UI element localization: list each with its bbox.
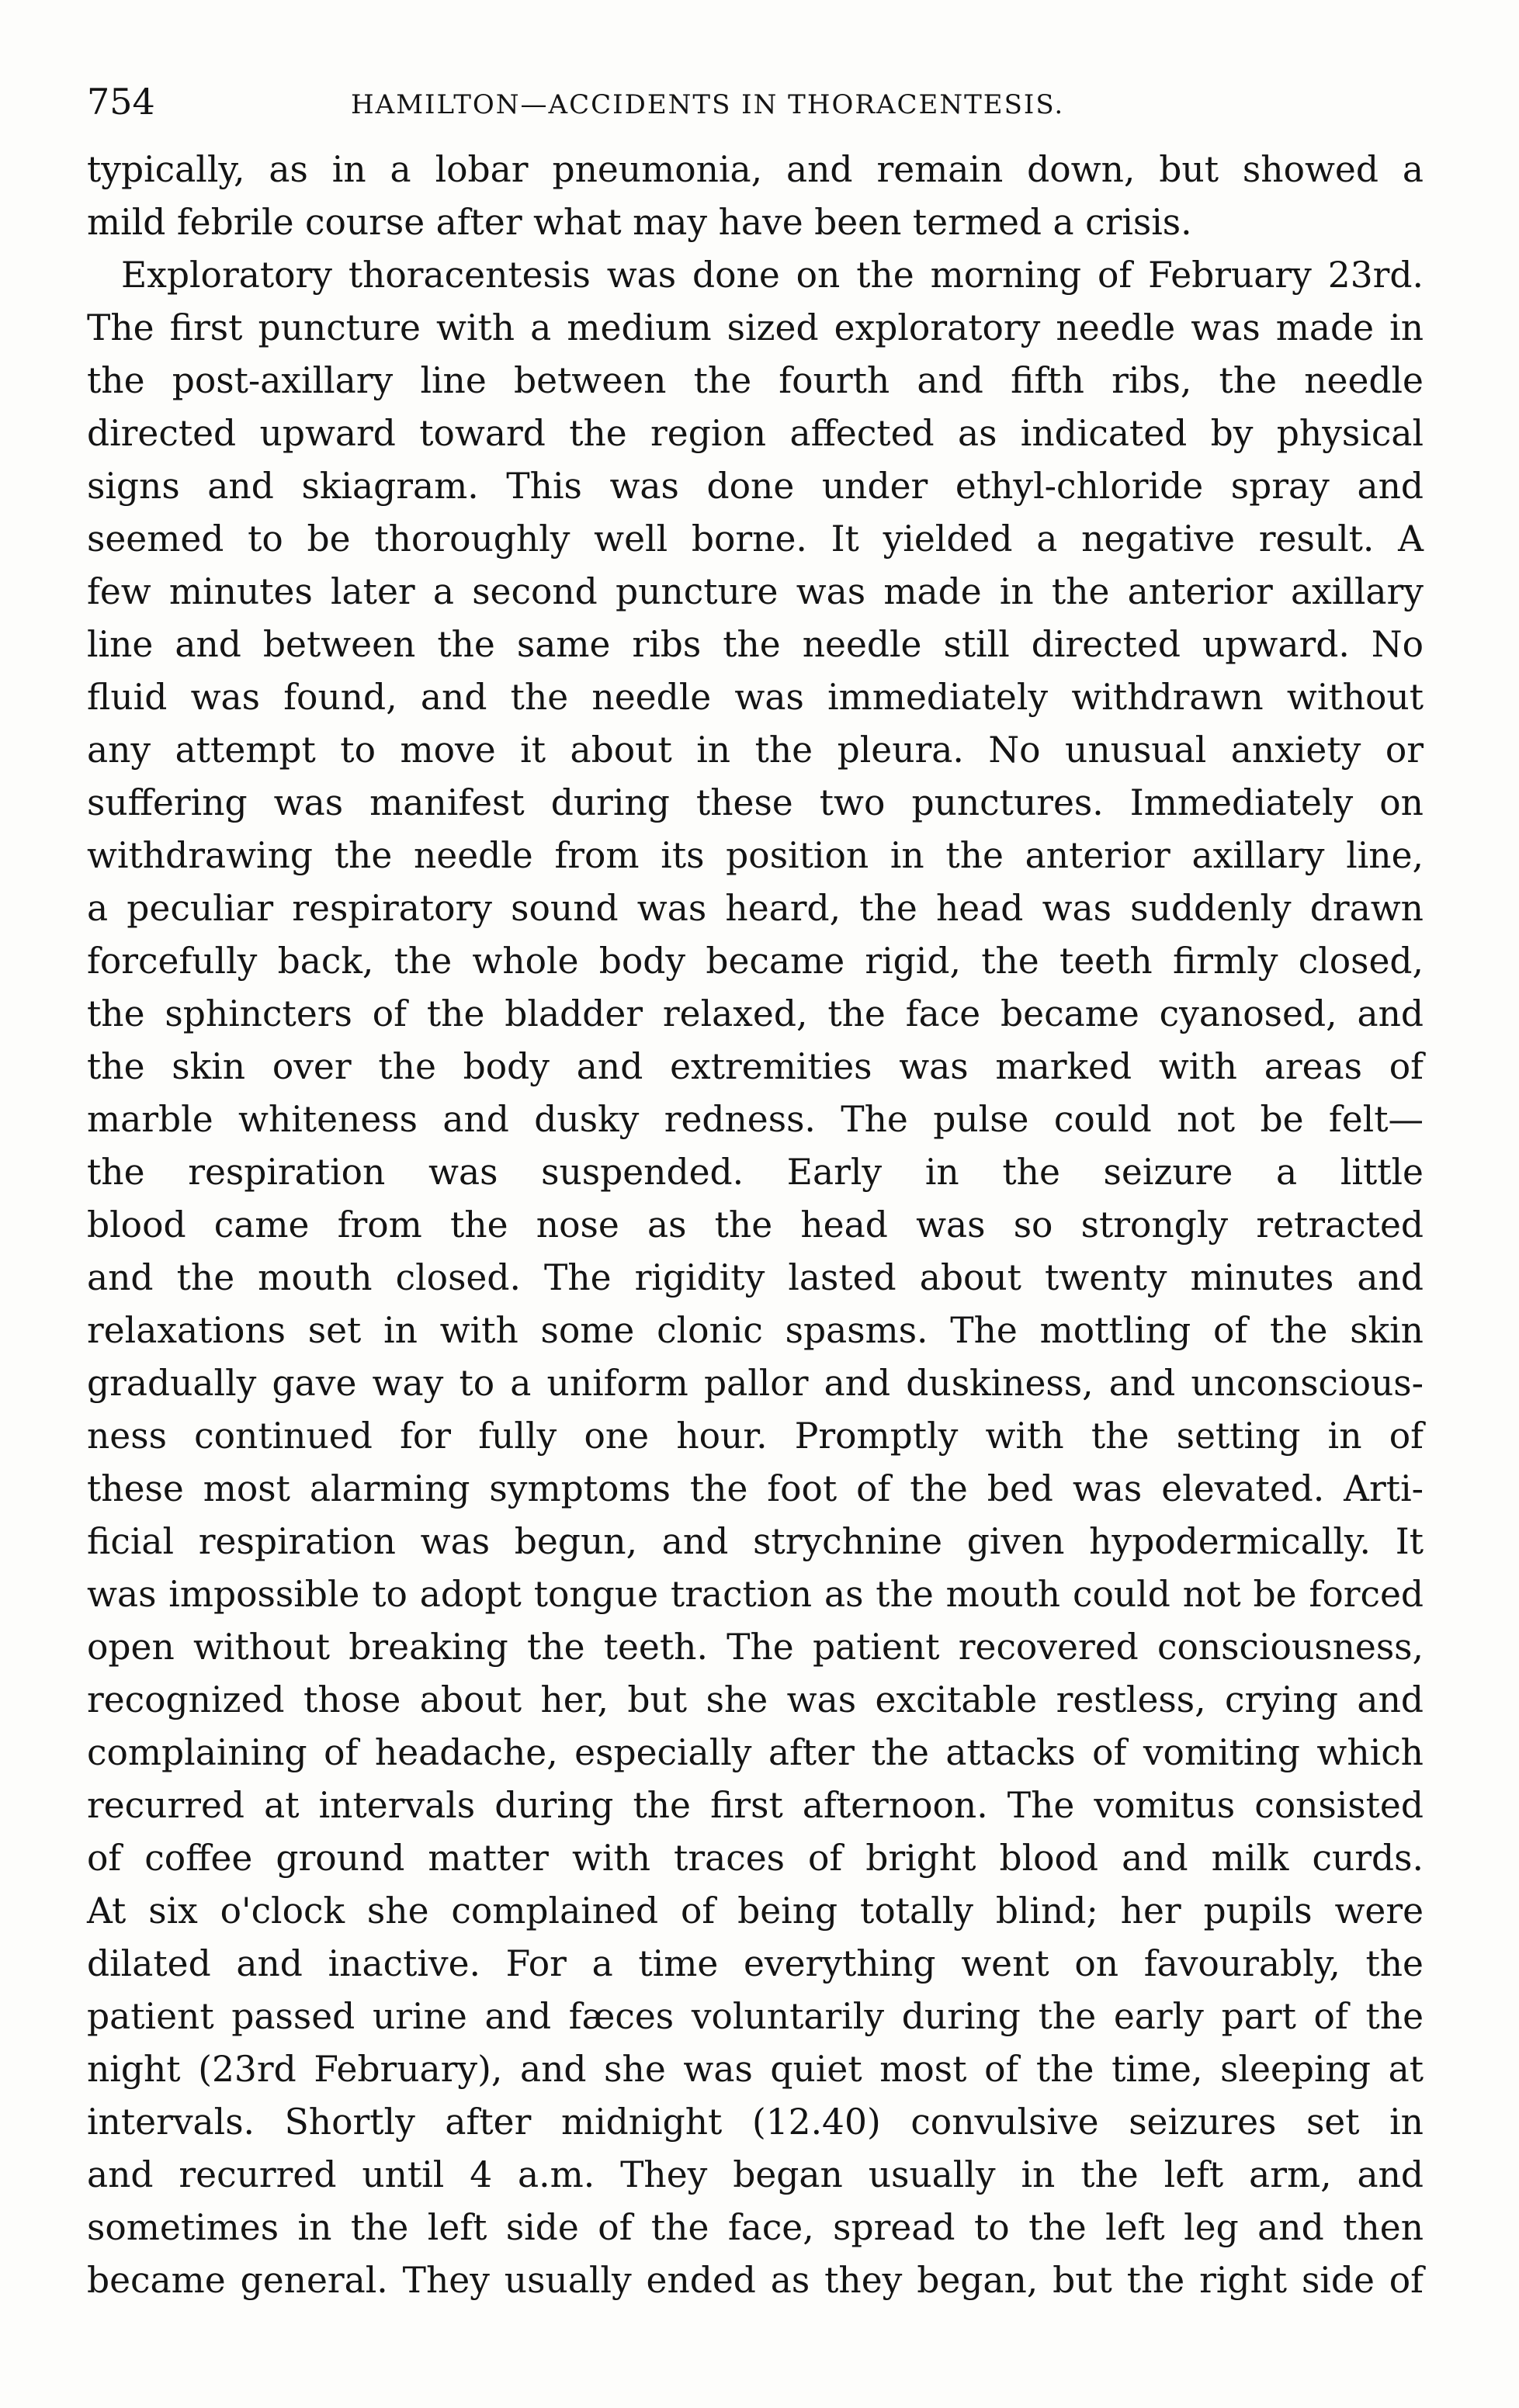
text-line: fluid was found, and the needle was immediately withdrawn without bbox=[87, 677, 1424, 718]
text-line: ficial respiration was begun, and strychnine given hypodermically. It bbox=[87, 1521, 1424, 1562]
text-line: the sphincters of the bladder relaxed, the face became cyanosed, and bbox=[87, 993, 1424, 1034]
text-line: complaining of headache, especially after the attacks of vomiting which bbox=[87, 1732, 1424, 1773]
text-line: typically, as in a lobar pneumonia, and remain down, but showed a bbox=[87, 149, 1424, 190]
text-line: recognized those about her, but she was excitable restless, crying and bbox=[87, 1679, 1424, 1720]
text-line: these most alarming symptoms the foot of the bed was elevated. Arti- bbox=[87, 1468, 1424, 1509]
text-line: marble whiteness and dusky redness. The pulse could not be felt— bbox=[87, 1099, 1424, 1140]
text-line: became general. They usually ended as they began, but the right side of bbox=[87, 2260, 1424, 2301]
article-body bbox=[87, 144, 1424, 2307]
text-line: ness continued for fully one hour. Promptly with the setting in of bbox=[87, 1415, 1424, 1457]
page-number: 754 bbox=[87, 81, 155, 123]
text-line: a peculiar respiratory sound was heard, the head was suddenly drawn bbox=[87, 888, 1424, 929]
text-line: withdrawing the needle from its position in the anterior axillary line, bbox=[87, 835, 1424, 876]
text-line: and the mouth closed. The rigidity lasted about twenty minutes and bbox=[87, 1257, 1424, 1298]
text-line: open without breaking the teeth. The patient recovered consciousness, bbox=[87, 1627, 1424, 1668]
text-line: relaxations set in with some clonic spasms. The mottling of the skin bbox=[87, 1310, 1424, 1351]
text-line: recurred at intervals during the first afternoon. The vomitus consisted bbox=[87, 1785, 1424, 1826]
text-line: Exploratory thoracentesis was done on the morning of February 23rd. bbox=[121, 255, 1424, 296]
running-header bbox=[87, 74, 1422, 129]
text-line: The first puncture with a medium sized exploratory needle was made in bbox=[87, 307, 1424, 348]
text-line: directed upward toward the region affected as indicated by physical bbox=[87, 413, 1424, 454]
text-line: any attempt to move it about in the pleura. No unusual anxiety or bbox=[87, 729, 1424, 771]
text-line: night (23rd February), and she was quiet most of the time, sleeping at bbox=[87, 2049, 1424, 2090]
text-line: and recurred until 4 a.m. They began usually in the left arm, and bbox=[87, 2154, 1424, 2195]
text-line: dilated and inactive. For a time everything went on favourably, the bbox=[87, 1943, 1424, 1984]
text-line: was impossible to adopt tongue traction as the mouth could not be forced bbox=[87, 1574, 1424, 1615]
text-line: sometimes in the left side of the face, spread to the left leg and then bbox=[87, 2207, 1424, 2248]
text-line: At six o'clock she complained of being totally blind; her pupils were bbox=[87, 1890, 1424, 1932]
text-line: intervals. Shortly after midnight (12.40) convulsive seizures set in bbox=[87, 2101, 1424, 2143]
text-line: line and between the same ribs the needle still directed upward. No bbox=[87, 624, 1424, 665]
text-line: suffering was manifest during these two punctures. Immediately on bbox=[87, 782, 1424, 823]
text-line: mild febrile course after what may have been termed a crisis. bbox=[87, 202, 1192, 243]
text-line: the respiration was suspended. Early in the seizure a little bbox=[87, 1152, 1424, 1193]
text-line: few minutes later a second puncture was made in the anterior axillary bbox=[87, 571, 1424, 612]
text-line: the post-axillary line between the fourth and fifth ribs, the needle bbox=[87, 360, 1424, 401]
running-title: HAMILTON—ACCIDENTS IN THORACENTESIS. bbox=[351, 89, 1065, 120]
text-line: signs and skiagram. This was done under ethyl-chloride spray and bbox=[87, 466, 1424, 507]
text-line: the skin over the body and extremities was marked with areas of bbox=[87, 1046, 1424, 1087]
text-line: seemed to be thoroughly well borne. It yielded a negative result. A bbox=[87, 518, 1424, 560]
text-line: forcefully back, the whole body became rigid, the teeth firmly closed, bbox=[87, 941, 1424, 982]
text-line: of coffee ground matter with traces of bright blood and milk curds. bbox=[87, 1838, 1424, 1879]
text-line: gradually gave way to a uniform pallor and duskiness, and unconscious- bbox=[87, 1363, 1424, 1404]
text-line: blood came from the nose as the head was so strongly retracted bbox=[87, 1204, 1424, 1246]
text-line: patient passed urine and fæces voluntarily during the early part of the bbox=[87, 1996, 1424, 2037]
